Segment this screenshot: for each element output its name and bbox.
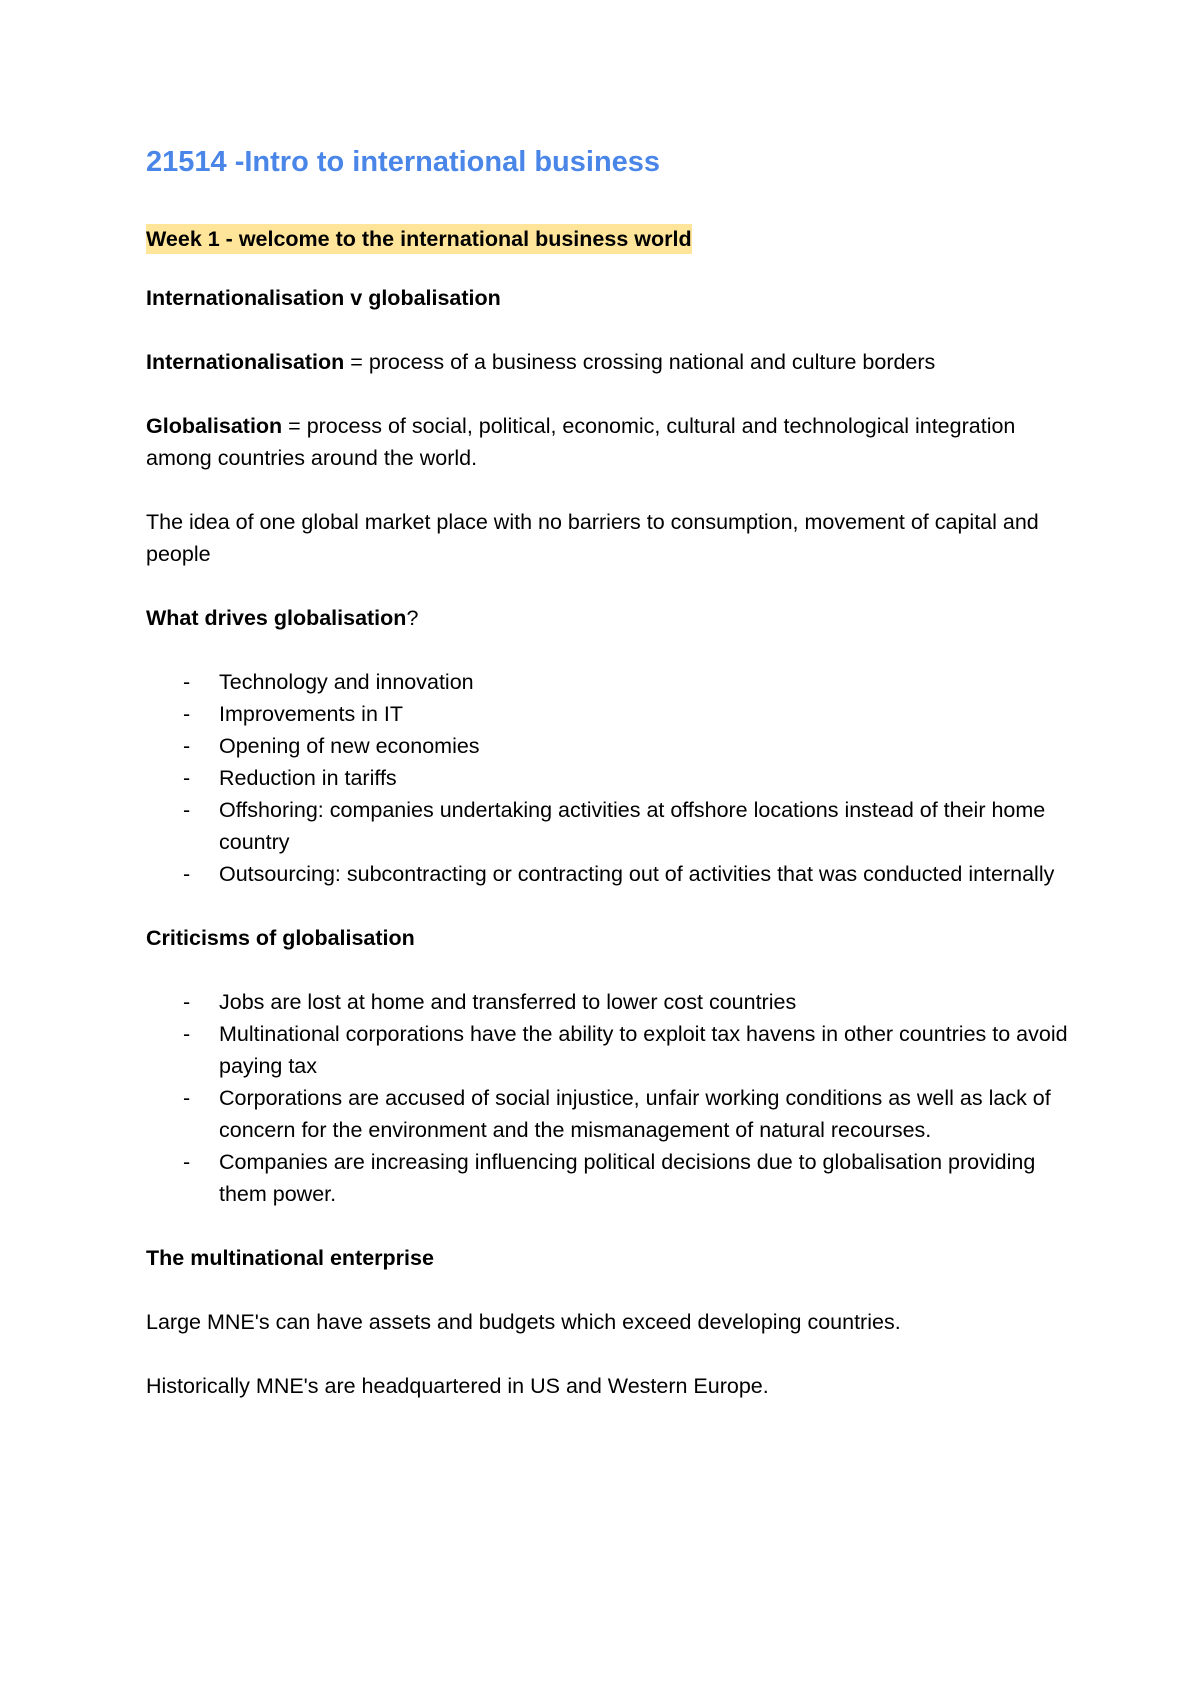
paragraph-global-market: The idea of one global market place with no barriers to consumption, movement of capital and people [146, 510, 1039, 566]
dash-bullet: - [183, 862, 191, 886]
section-heading-criticisms: Criticisms of globalisation [146, 926, 415, 950]
drivers-list [146, 666, 1076, 890]
dash-bullet: - [183, 670, 191, 694]
list-item [146, 858, 1076, 890]
list-item [146, 698, 1076, 730]
list-item [146, 986, 1076, 1018]
list-item-text: Outsourcing: subcontracting or contracting out of activities that was conducted internally [219, 862, 1055, 886]
dash-bullet: - [183, 1150, 191, 1174]
document-body [146, 282, 1076, 1434]
dash-bullet: - [183, 766, 191, 790]
week-heading: Week 1 - welcome to the international business world [146, 224, 692, 254]
list-item-text: Reduction in tariffs [219, 766, 397, 790]
paragraph-mne-assets: Large MNE's can have assets and budgets which exceed developing countries. [146, 1310, 901, 1334]
list-item-text: Opening of new economies [219, 734, 480, 758]
list-item [146, 1146, 1076, 1210]
definition-text: = process of social, political, economic, cultural and technological integration among countries around the world. [146, 414, 1016, 470]
term-internationalisation: Internationalisation [146, 350, 345, 374]
list-item [146, 794, 1076, 858]
list-item-text: Improvements in IT [219, 702, 403, 726]
list-item [146, 730, 1076, 762]
dash-bullet: - [183, 1022, 191, 1046]
list-item-text: Companies are increasing influencing political decisions due to globalisation providing them power. [219, 1150, 1036, 1206]
dash-bullet: - [183, 798, 191, 822]
section-heading-intl-vs-glob: Internationalisation v globalisation [146, 286, 501, 310]
list-item-text: Corporations are accused of social injustice, unfair working conditions as well as lack of concern for the environment and the mismanagement of natural recourses. [219, 1086, 1051, 1142]
list-item-text: Jobs are lost at home and transferred to lower cost countries [219, 990, 797, 1014]
definition-globalisation [146, 410, 1076, 474]
list-item-text: Technology and innovation [219, 670, 474, 694]
list-item [146, 1082, 1076, 1146]
list-item-text: Multinational corporations have the ability to exploit tax havens in other countries to avoid paying tax [219, 1022, 1068, 1078]
list-item-text: Offshoring: companies undertaking activities at offshore locations instead of their home country [219, 798, 1046, 854]
paragraph-mne-headquarters: Historically MNE's are headquartered in US and Western Europe. [146, 1374, 769, 1398]
definition-internationalisation [146, 346, 1076, 378]
section-heading-drivers [146, 602, 1076, 634]
definition-text: = process of a business crossing national and culture borders [344, 350, 936, 374]
dash-bullet: - [183, 1086, 191, 1110]
dash-bullet: - [183, 990, 191, 1014]
section-heading-mne: The multinational enterprise [146, 1246, 434, 1270]
criticisms-list [146, 986, 1076, 1210]
list-item [146, 1018, 1076, 1082]
term-globalisation: Globalisation [146, 414, 283, 438]
dash-bullet: - [183, 702, 191, 726]
heading-text: What drives globalisation [146, 606, 407, 630]
list-item [146, 762, 1076, 794]
heading-question-mark: ? [406, 606, 419, 630]
document-title: 21514 -Intro to international business [146, 146, 661, 178]
dash-bullet: - [183, 734, 191, 758]
list-item [146, 666, 1076, 698]
